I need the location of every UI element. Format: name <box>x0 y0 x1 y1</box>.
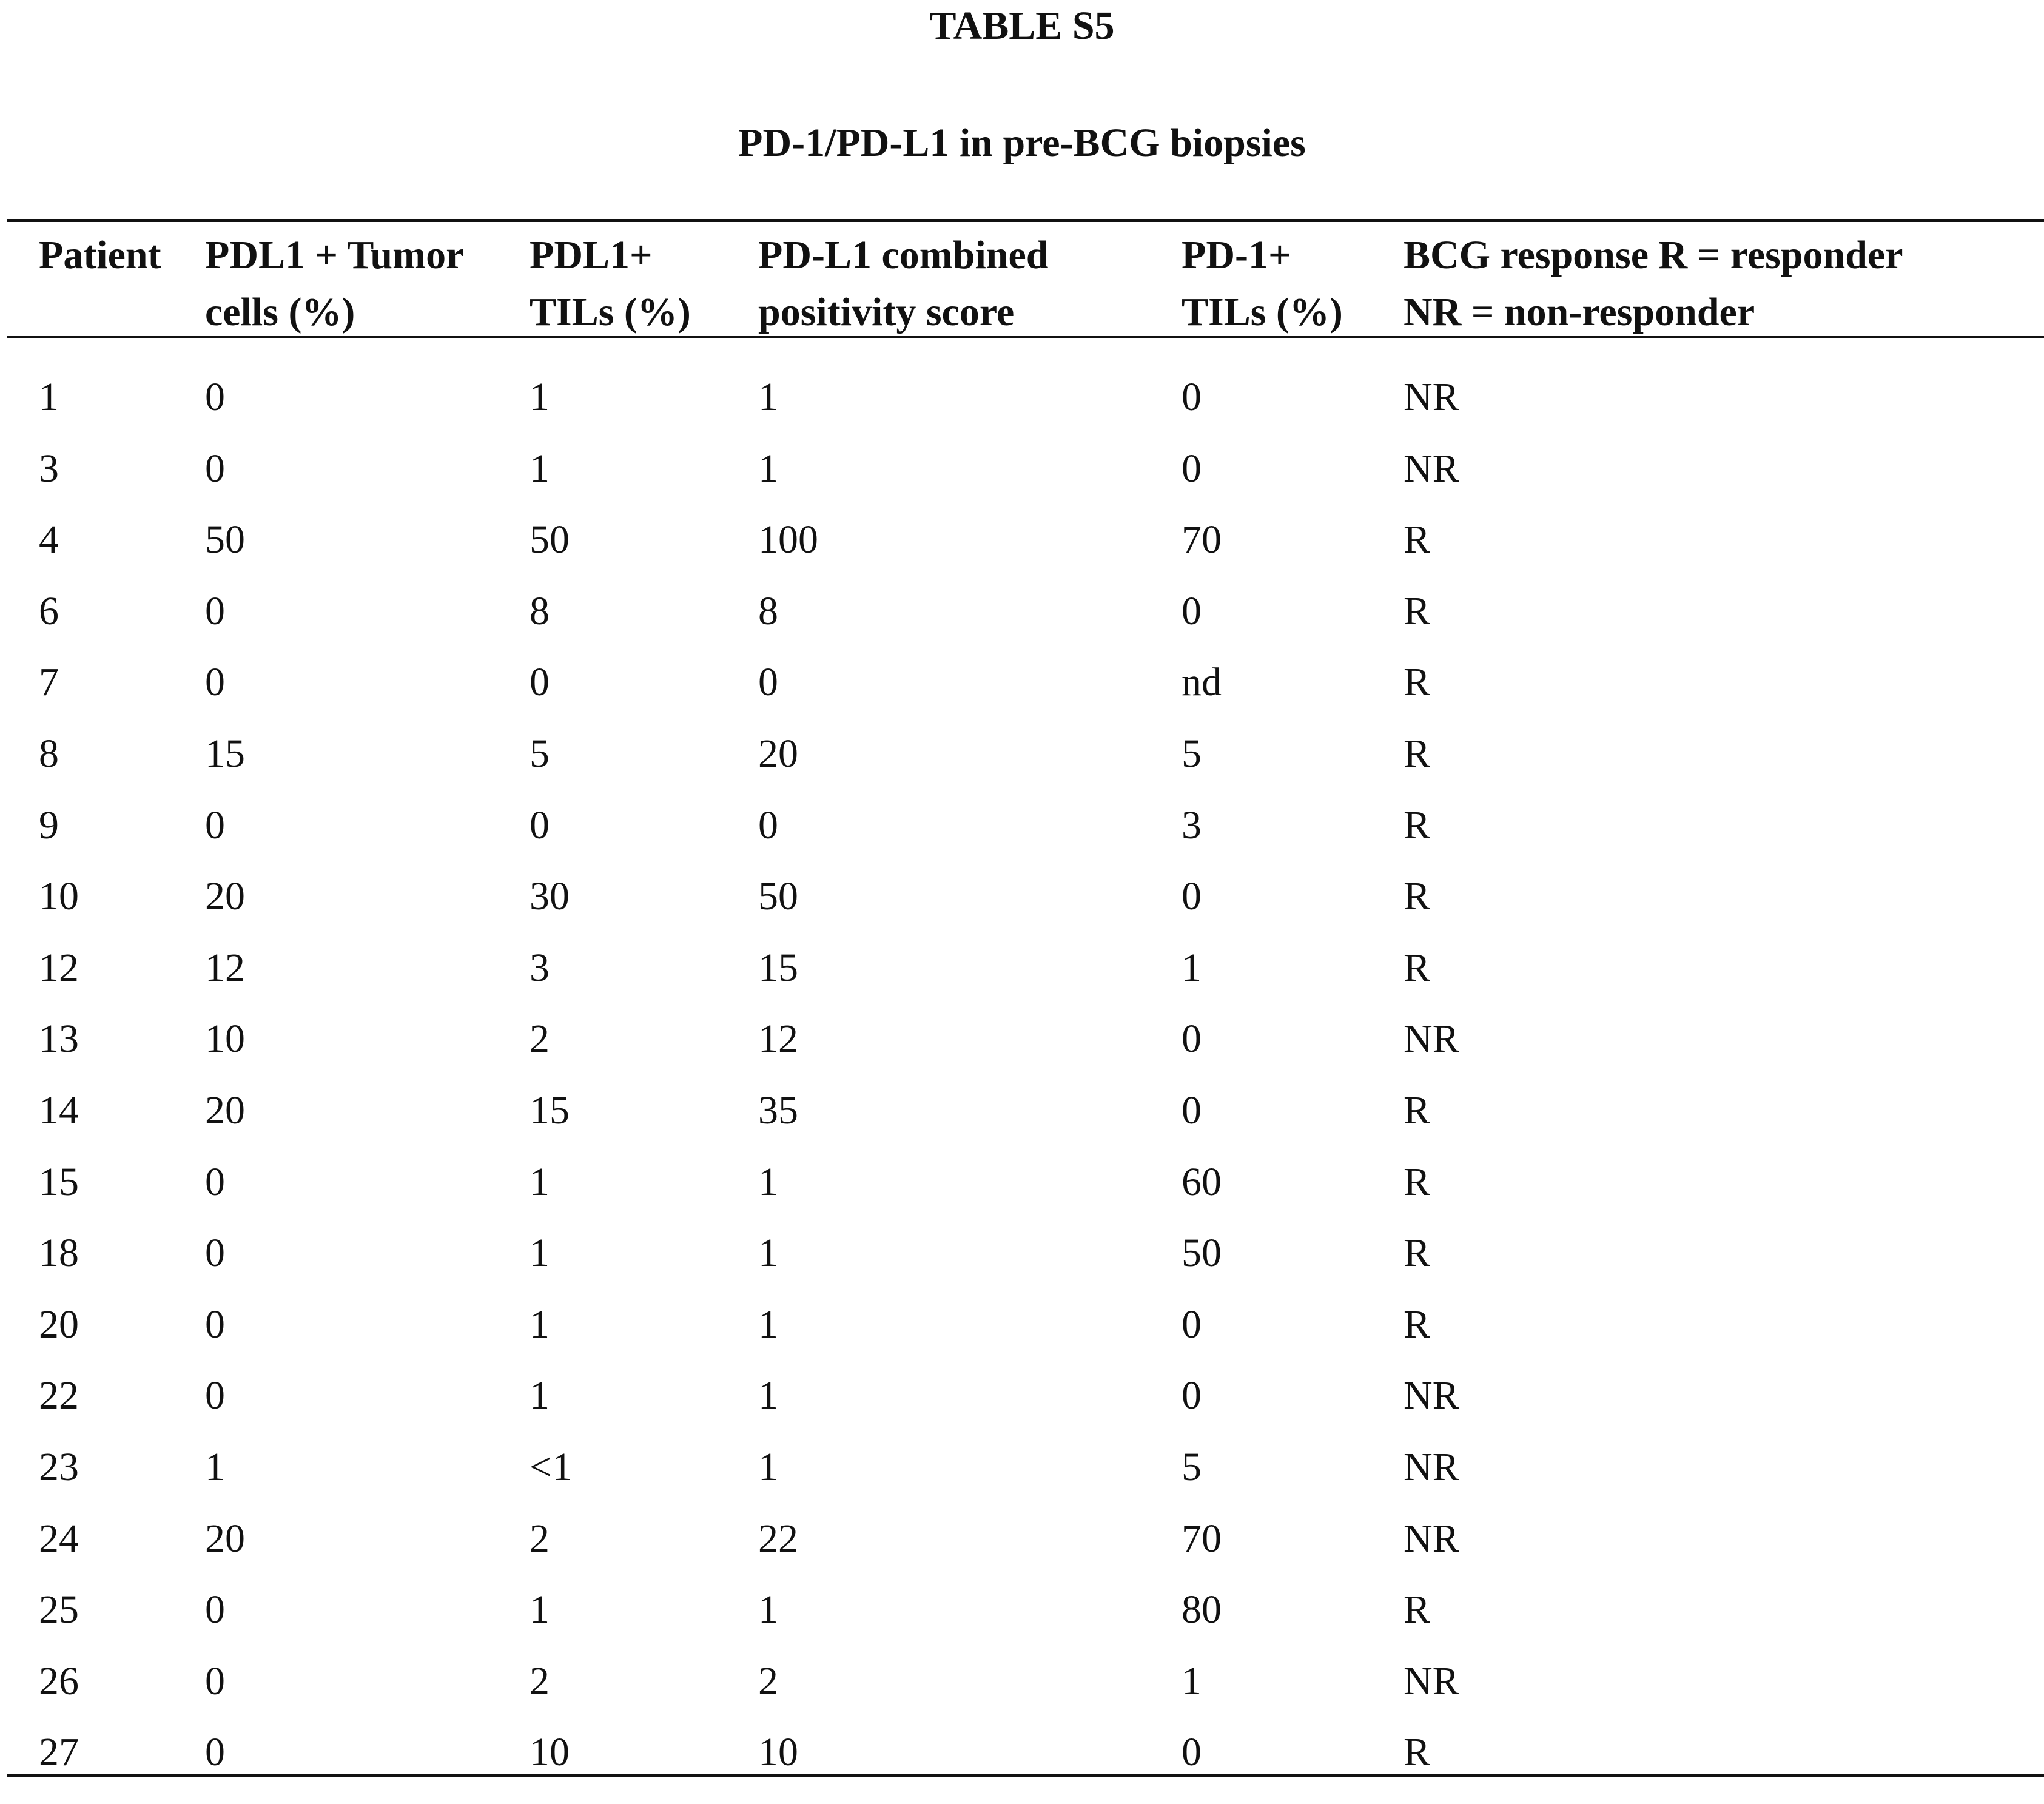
table-row <box>0 734 2044 806</box>
cell-cps: 0 <box>758 660 778 705</box>
cell-bcg-response: R <box>1404 732 1431 776</box>
column-header-bcg-response <box>1404 227 1903 341</box>
table-caption: PD-1/PD-L1 in pre-BCG biopsies <box>738 121 1306 165</box>
table-row <box>0 588 2044 663</box>
cell-bcg-response: R <box>1404 660 1431 705</box>
table-top-rule <box>7 219 2044 222</box>
cell-pd1-tils: 0 <box>1182 1373 1202 1418</box>
cell-cps: 1 <box>758 375 778 419</box>
cell-pd1-tils: 5 <box>1182 732 1202 776</box>
cell-pdl1-tumor: 0 <box>205 1159 225 1204</box>
cell-pdl1-tils: 0 <box>529 803 550 847</box>
cell-pdl1-tumor: 0 <box>205 1231 225 1276</box>
cell-pdl1-tils: 15 <box>529 1088 570 1133</box>
column-header-line: positivity score <box>758 290 1015 334</box>
cell-pdl1-tils: 50 <box>529 517 570 562</box>
cell-cps: 1 <box>758 1231 778 1276</box>
cell-patient: 20 <box>39 1302 79 1347</box>
cell-patient: 8 <box>39 732 59 776</box>
cell-patient: 10 <box>39 874 79 919</box>
column-header-patient <box>39 227 161 284</box>
cell-patient: 15 <box>39 1159 79 1204</box>
column-header-line: cells (%) <box>205 290 355 334</box>
cell-pdl1-tils: 1 <box>529 1587 550 1632</box>
cell-pdl1-tumor: 0 <box>205 1730 225 1775</box>
cell-patient: 1 <box>39 375 59 419</box>
cell-patient: 3 <box>39 446 59 491</box>
cell-pdl1-tils: 30 <box>529 874 570 919</box>
cell-pdl1-tils: 2 <box>529 1658 550 1703</box>
cell-patient: 26 <box>39 1658 79 1703</box>
cell-pdl1-tils: 1 <box>529 1302 550 1347</box>
cell-bcg-response: NR <box>1404 1017 1459 1062</box>
cell-bcg-response: R <box>1404 803 1431 847</box>
cell-pd1-tils: 0 <box>1182 874 1202 919</box>
table-label: TABLE S5 <box>929 4 1115 48</box>
table-row <box>0 1587 2044 1661</box>
cell-patient: 14 <box>39 1088 79 1133</box>
cell-pd1-tils: 1 <box>1182 1658 1202 1703</box>
cell-pdl1-tils: 2 <box>529 1017 550 1062</box>
column-header-line: Patient <box>39 233 161 277</box>
cell-cps: 0 <box>758 803 778 847</box>
cell-cps: 15 <box>758 945 798 990</box>
cell-pd1-tils: 70 <box>1182 1516 1222 1561</box>
cell-pd1-tils: 0 <box>1182 1302 1202 1347</box>
cell-patient: 7 <box>39 660 59 705</box>
cell-pdl1-tils: 1 <box>529 1159 550 1204</box>
cell-pd1-tils: 0 <box>1182 1017 1202 1062</box>
cell-bcg-response: NR <box>1404 1373 1459 1418</box>
table-row <box>0 945 2044 1020</box>
cell-pdl1-tils: 1 <box>529 446 550 491</box>
cell-pd1-tils: 0 <box>1182 1088 1202 1133</box>
cell-patient: 23 <box>39 1445 79 1489</box>
cell-bcg-response: R <box>1404 1302 1431 1347</box>
cell-patient: 18 <box>39 1231 79 1276</box>
cell-patient: 6 <box>39 588 59 633</box>
cell-pdl1-tumor: 0 <box>205 1302 225 1347</box>
cell-pdl1-tumor: 0 <box>205 660 225 705</box>
table-row <box>0 1447 2044 1519</box>
table-row <box>0 662 2044 734</box>
cell-bcg-response: R <box>1404 874 1431 919</box>
cell-patient: 24 <box>39 1516 79 1561</box>
cell-pd1-tils: 3 <box>1182 803 1202 847</box>
table-row <box>0 1088 2044 1162</box>
column-header-line: PD-1+ <box>1182 233 1291 277</box>
cell-bcg-response: R <box>1404 588 1431 633</box>
cell-bcg-response: R <box>1404 1088 1431 1133</box>
cell-cps: 22 <box>758 1516 798 1561</box>
column-header-pdl1-tils <box>529 227 691 341</box>
cell-pdl1-tils: 2 <box>529 1516 550 1561</box>
column-header-line: NR = non-responder <box>1404 290 1755 334</box>
cell-pd1-tils: 0 <box>1182 1730 1202 1775</box>
cell-pd1-tils: 70 <box>1182 517 1222 562</box>
cell-patient: 4 <box>39 517 59 562</box>
cell-cps: 2 <box>758 1658 778 1703</box>
table-row <box>0 1658 2044 1733</box>
cell-pdl1-tils: 1 <box>529 375 550 419</box>
table-bottom-rule <box>7 1774 2044 1777</box>
cell-pdl1-tumor: 12 <box>205 945 245 990</box>
cell-pdl1-tumor: 10 <box>205 1017 245 1062</box>
cell-pdl1-tumor: 20 <box>205 1516 245 1561</box>
column-header-line: PDL1+ <box>529 233 653 277</box>
cell-pdl1-tils: 0 <box>529 660 550 705</box>
table-row <box>0 1233 2044 1305</box>
cell-patient: 12 <box>39 945 79 990</box>
column-header-line: BCG response R = responder <box>1404 233 1903 277</box>
cell-pd1-tils: 60 <box>1182 1159 1222 1204</box>
cell-pdl1-tumor: 0 <box>205 1373 225 1418</box>
cell-bcg-response: R <box>1404 517 1431 562</box>
table-row <box>0 377 2044 449</box>
cell-pdl1-tumor: 0 <box>205 803 225 847</box>
cell-pdl1-tumor: 0 <box>205 1587 225 1632</box>
cell-pdl1-tumor: 0 <box>205 1658 225 1703</box>
cell-cps: 8 <box>758 588 778 633</box>
cell-bcg-response: NR <box>1404 1516 1459 1561</box>
table-row <box>0 446 2044 520</box>
table-row <box>0 874 2044 948</box>
cell-cps: 100 <box>758 517 818 562</box>
cell-pd1-tils: 0 <box>1182 375 1202 419</box>
cell-cps: 12 <box>758 1017 798 1062</box>
cell-pdl1-tils: 8 <box>529 588 550 633</box>
table-row <box>0 517 2044 591</box>
table-row <box>0 1019 2044 1091</box>
cell-cps: 1 <box>758 1445 778 1489</box>
column-header-line: TILs (%) <box>529 290 691 334</box>
cell-cps: 1 <box>758 1373 778 1418</box>
column-header-line: TILs (%) <box>1182 290 1343 334</box>
cell-cps: 50 <box>758 874 798 919</box>
cell-pd1-tils: 0 <box>1182 588 1202 633</box>
cell-pdl1-tumor: 0 <box>205 375 225 419</box>
table-row <box>0 1732 2044 1804</box>
cell-bcg-response: NR <box>1404 446 1459 491</box>
cell-cps: 1 <box>758 1159 778 1204</box>
cell-cps: 1 <box>758 446 778 491</box>
cell-pd1-tils: 1 <box>1182 945 1202 990</box>
cell-pdl1-tumor: 50 <box>205 517 245 562</box>
cell-pdl1-tumor: 20 <box>205 874 245 919</box>
cell-pdl1-tils: 3 <box>529 945 550 990</box>
cell-patient: 25 <box>39 1587 79 1632</box>
cell-cps: 10 <box>758 1730 798 1775</box>
table-row <box>0 1516 2044 1590</box>
cell-bcg-response: NR <box>1404 1445 1459 1489</box>
cell-pd1-tils: 50 <box>1182 1231 1222 1276</box>
table-row <box>0 803 2044 877</box>
cell-pd1-tils: 80 <box>1182 1587 1222 1632</box>
cell-patient: 9 <box>39 803 59 847</box>
cell-pdl1-tumor: 15 <box>205 732 245 776</box>
cell-bcg-response: NR <box>1404 1658 1459 1703</box>
table-header-rule <box>7 336 2044 338</box>
cell-bcg-response: R <box>1404 1231 1431 1276</box>
cell-pdl1-tumor: 0 <box>205 588 225 633</box>
cell-bcg-response: R <box>1404 1587 1431 1632</box>
cell-pdl1-tils: <1 <box>529 1445 573 1489</box>
column-header-pd1-tils <box>1182 227 1343 341</box>
cell-bcg-response: R <box>1404 1730 1431 1775</box>
cell-pdl1-tils: 1 <box>529 1231 550 1276</box>
cell-patient: 27 <box>39 1730 79 1775</box>
cell-pdl1-tumor: 20 <box>205 1088 245 1133</box>
cell-pdl1-tils: 5 <box>529 732 550 776</box>
cell-patient: 13 <box>39 1017 79 1062</box>
cell-bcg-response: R <box>1404 945 1431 990</box>
table-row <box>0 1373 2044 1447</box>
cell-pdl1-tils: 10 <box>529 1730 570 1775</box>
column-header-pdl1-tumor-cells <box>205 227 463 341</box>
column-header-line: PD-L1 combined <box>758 233 1049 277</box>
cell-cps: 35 <box>758 1088 798 1133</box>
cell-pd1-tils: nd <box>1182 660 1222 705</box>
cell-cps: 1 <box>758 1587 778 1632</box>
cell-pd1-tils: 0 <box>1182 446 1202 491</box>
table-row <box>0 1302 2044 1376</box>
cell-pdl1-tumor: 1 <box>205 1445 225 1489</box>
column-header-combined-positivity-score <box>758 227 1049 341</box>
cell-cps: 20 <box>758 732 798 776</box>
cell-patient: 22 <box>39 1373 79 1418</box>
cell-pdl1-tils: 1 <box>529 1373 550 1418</box>
cell-bcg-response: NR <box>1404 375 1459 419</box>
cell-bcg-response: R <box>1404 1159 1431 1204</box>
cell-pd1-tils: 5 <box>1182 1445 1202 1489</box>
cell-pdl1-tumor: 0 <box>205 446 225 491</box>
column-header-line: PDL1 + Tumor <box>205 233 464 277</box>
cell-cps: 1 <box>758 1302 778 1347</box>
table-row <box>0 1159 2044 1234</box>
